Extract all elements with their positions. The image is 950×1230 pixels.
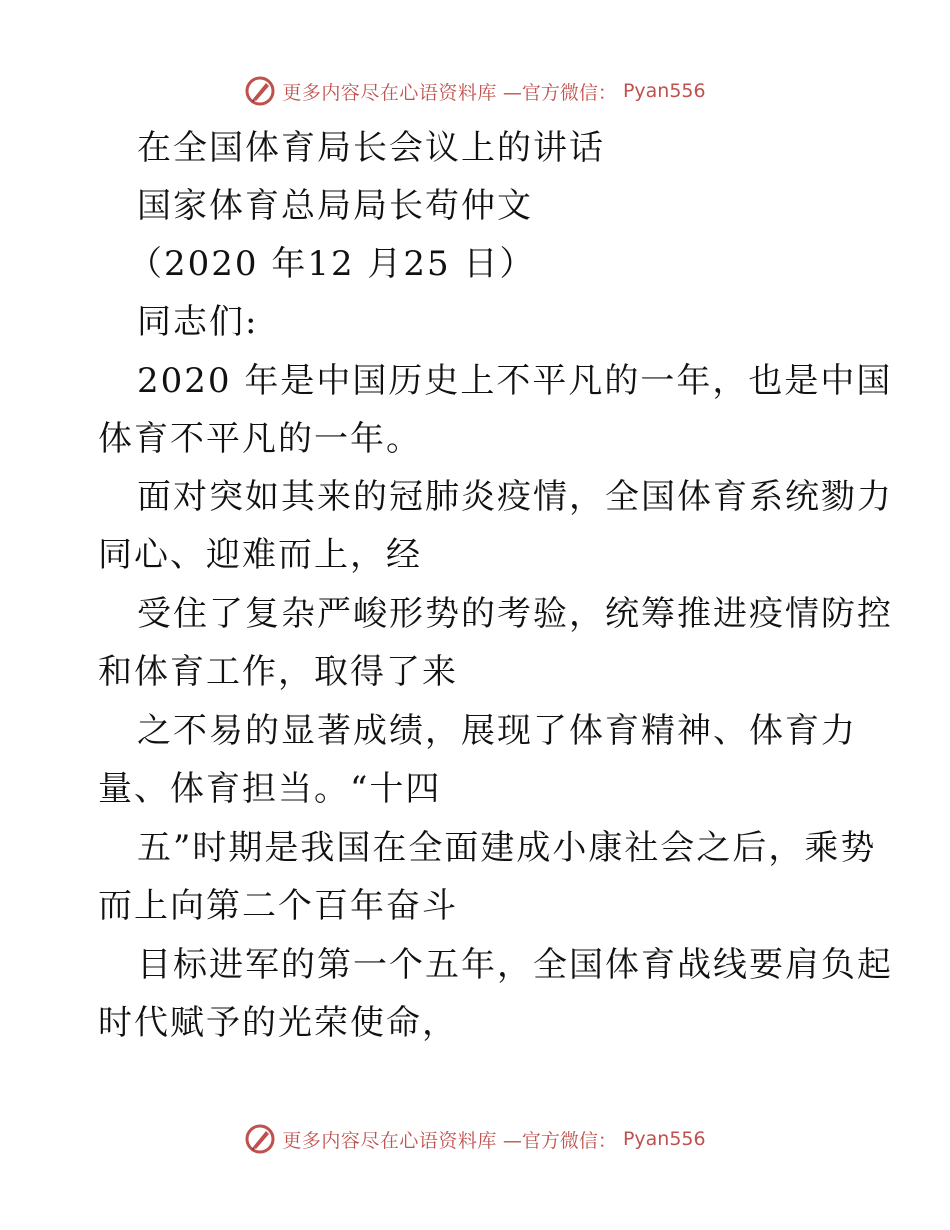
paragraph-line: 和体育工作，取得了来 [98, 652, 458, 692]
quill-logo-icon [244, 75, 276, 107]
watermark-separator: —官方微信： [502, 1129, 617, 1152]
watermark-handle: Pyan556 [622, 1128, 706, 1150]
paragraph-line: 面对突如其来的冠肺炎疫情，全国体育系统勠力 [137, 477, 893, 517]
document-salutation: 同志们: [137, 302, 259, 342]
document-date: （2020 年12 月25 日） [128, 244, 536, 284]
document-speaker: 国家体育总局局长苟仲文 [137, 186, 533, 226]
document-title: 在全国体育局长会议上的讲话 [137, 128, 605, 168]
paragraph-line: 目标进军的第一个五年，全国体育战线要肩负起 [137, 945, 893, 985]
watermark-handle: Pyan556 [622, 80, 706, 102]
paragraph-line: 2020 年是中国历史上不平凡的一年，也是中国 [137, 361, 893, 401]
footer-watermark [0, 1119, 950, 1159]
watermark-separator: —官方微信： [502, 81, 617, 104]
quill-logo-icon [244, 1123, 276, 1155]
header-watermark [0, 71, 950, 111]
paragraph-line: 受住了复杂严峻形势的考验，统筹推进疫情防控 [137, 594, 893, 634]
paragraph-line: 时代赋予的光荣使命， [98, 1003, 458, 1043]
watermark-text: 更多内容尽在心语资料库 [282, 81, 497, 104]
paragraph-line: 同心、迎难而上，经 [98, 535, 422, 575]
paragraph-line: 五”时期是我国在全面建成小康社会之后，乘势 [137, 828, 877, 868]
watermark-text: 更多内容尽在心语资料库 [282, 1129, 497, 1152]
paragraph-line: 体育不平凡的一年。 [98, 419, 422, 459]
paragraph-line: 之不易的显著成绩，展现了体育精神、体育力 [137, 711, 857, 751]
paragraph-line: 而上向第二个百年奋斗 [98, 886, 458, 926]
paragraph-line: 量、体育担当。“十四 [98, 769, 442, 809]
